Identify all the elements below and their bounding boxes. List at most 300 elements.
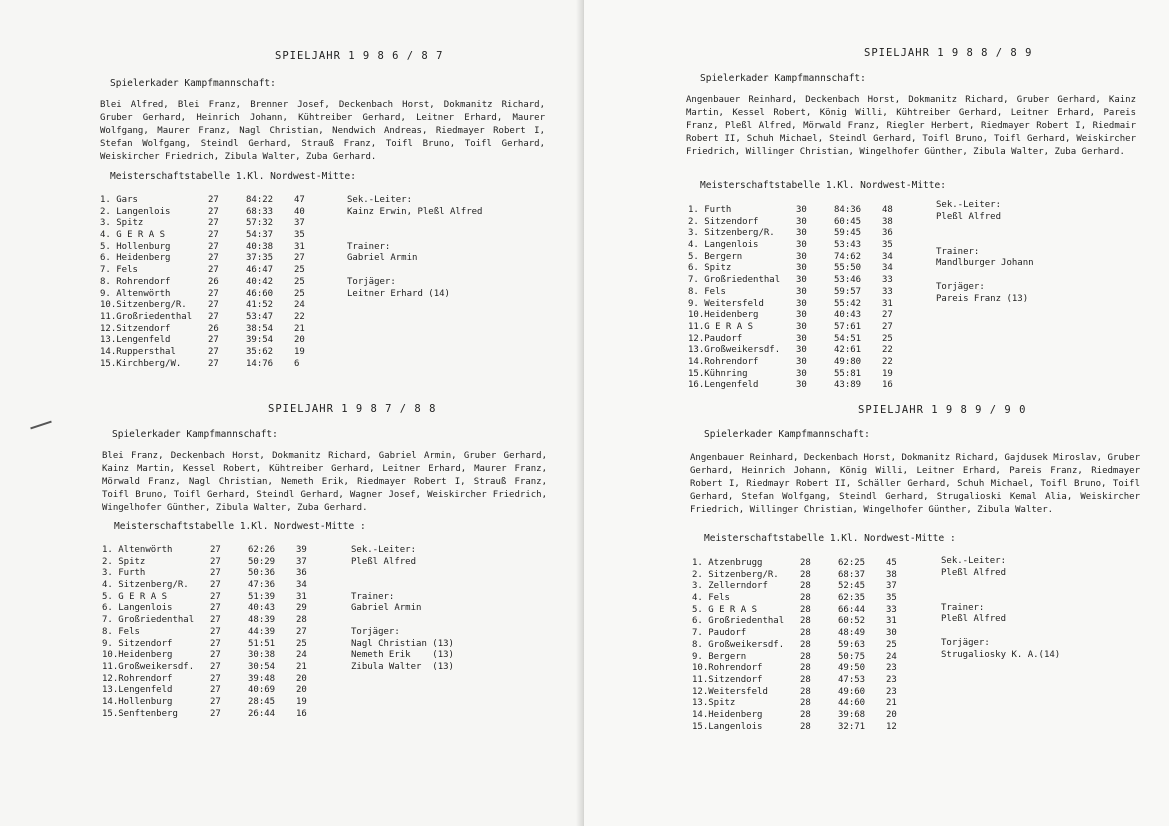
games-cell: 27 xyxy=(208,253,219,264)
games-cell: 30 xyxy=(796,251,807,262)
season-1986-players: Blei Alfred, Blei Franz, Brenner Josef, Deckenbach Horst, Dokmanitz Richard, Gruber Gerhard, Heinrich Johann, Kühtreiber Gerhard, Leitner Erhard, Maurer Wolfgang, Maurer Franz, Nagl Christian, Nendwich Andreas, Riedmayer Robert I, Stefan Wolfgang, Steindl Gerhard, Strauß Franz, Toifl Bruno, Toifl Gerhard, Weiskircher Friedrich, Zibula Walter, Zuba Gerhard. xyxy=(100,100,545,162)
table-row xyxy=(100,218,318,230)
table-row xyxy=(100,289,318,301)
points-cell: 12 xyxy=(886,721,897,732)
table-row xyxy=(688,369,906,381)
season-1988-title: SPIELJAHR 1 9 8 8 / 8 9 xyxy=(864,47,1033,59)
points-cell: 35 xyxy=(882,240,893,251)
goals-cell: 51:39 xyxy=(248,591,276,602)
games-cell: 30 xyxy=(796,216,807,227)
team-cell: 12.Sitzendorf xyxy=(100,323,171,334)
goals-cell: 49:60 xyxy=(838,686,866,697)
table-row xyxy=(692,581,910,593)
team-cell: 10.Heidenberg xyxy=(688,310,759,321)
team-cell: 12.Weitersfeld xyxy=(692,686,768,697)
games-cell: 27 xyxy=(210,650,221,661)
team-cell: 12.Rohrendorf xyxy=(102,673,173,684)
goals-cell: 53:47 xyxy=(246,311,274,322)
team-cell: 6. Langenlois xyxy=(102,603,173,614)
table-row xyxy=(692,663,910,675)
team-cell: 16.Lengenfeld xyxy=(688,380,759,391)
trainer-value: Gabriel Armin xyxy=(347,253,418,264)
table-row xyxy=(688,287,906,299)
team-cell: 4. G E R A S xyxy=(100,230,166,241)
games-cell: 27 xyxy=(210,568,221,579)
team-cell: 3. Sitzenberg/R. xyxy=(688,228,775,239)
season-1987-players: Blei Franz, Deckenbach Horst, Dokmanitz Richard, Gabriel Armin, Gruber Gerhard, Kainz Martin, Kessel Robert, Kühtreiber Gerhard, Leitner Erhard, Maurer Franz, Mörwald Franz, Nagl Christian, Nemeth Erik, Riedmayer Robert I, Strauß Franz, Toifl Bruno, Toifl Gerhard, Steindl Gerhard, Wagner Josef, Weiskircher Friedrich, Wingelhofer Günther, Zibula Walter, Zuba Gerhard. xyxy=(102,451,547,513)
trainer-value: Pleßl Alfred xyxy=(941,614,1007,625)
points-cell: 34 xyxy=(296,580,307,591)
goals-cell: 50:75 xyxy=(838,651,866,662)
team-cell: 10.Rohrendorf xyxy=(692,663,763,674)
goals-cell: 60:45 xyxy=(834,216,862,227)
season-1986-standings xyxy=(100,195,318,370)
scorer-label: Torjäger: xyxy=(936,281,985,292)
scorer-label: Torjäger: xyxy=(941,637,990,648)
table-row xyxy=(100,335,318,347)
table-row xyxy=(100,230,318,242)
goals-cell: 41:52 xyxy=(246,300,274,311)
table-row xyxy=(688,217,906,229)
team-cell: 7. Großriedenthal xyxy=(688,275,781,286)
table-row xyxy=(102,580,320,592)
games-cell: 27 xyxy=(210,591,221,602)
team-cell: 2. Langenlois xyxy=(100,206,171,217)
goals-cell: 35:62 xyxy=(246,346,274,357)
points-cell: 30 xyxy=(886,628,897,639)
points-cell: 25 xyxy=(296,638,307,649)
points-cell: 27 xyxy=(294,253,305,264)
trainer-label: Trainer: xyxy=(941,602,985,613)
goals-cell: 55:50 xyxy=(834,263,862,274)
games-cell: 27 xyxy=(210,661,221,672)
table-row xyxy=(692,675,910,687)
team-cell: 10.Heidenberg xyxy=(102,650,173,661)
scorer-value-1: Nagl Christian (13) xyxy=(351,638,454,649)
games-cell: 28 xyxy=(800,604,811,615)
goals-cell: 44:39 xyxy=(248,626,276,637)
goals-cell: 74:62 xyxy=(834,251,862,262)
pen-mark xyxy=(30,421,52,430)
table-row xyxy=(692,687,910,699)
team-cell: 13.Großweikersdf. xyxy=(688,345,781,356)
points-cell: 22 xyxy=(294,311,305,322)
goals-cell: 52:45 xyxy=(838,581,866,592)
table-row xyxy=(100,300,318,312)
team-cell: 13.Lengenfeld xyxy=(100,335,171,346)
goals-cell: 49:50 xyxy=(838,663,866,674)
games-cell: 26 xyxy=(208,323,219,334)
games-cell: 27 xyxy=(210,626,221,637)
points-cell: 6 xyxy=(294,358,300,369)
points-cell: 24 xyxy=(296,650,307,661)
goals-cell: 38:54 xyxy=(246,323,274,334)
team-cell: 3. Zellerndorf xyxy=(692,581,768,592)
season-1986-table-title: Meisterschaftstabelle 1.Kl. Nordwest-Mitte: xyxy=(110,171,356,182)
goals-cell: 50:29 xyxy=(248,556,276,567)
right-page xyxy=(584,0,1169,826)
team-cell: 8. Rohrendorf xyxy=(100,276,171,287)
table-row xyxy=(688,205,906,217)
table-row xyxy=(100,253,318,265)
table-row xyxy=(688,310,906,322)
team-cell: 9. Altenwörth xyxy=(100,288,171,299)
team-cell: 4. Fels xyxy=(692,593,730,604)
sek-leiter-label: Sek.-Leiter: xyxy=(936,200,1002,210)
goals-cell: 49:80 xyxy=(834,356,862,367)
table-row xyxy=(692,616,910,628)
table-row xyxy=(102,639,320,651)
season-1988-standings xyxy=(688,205,906,392)
goals-cell: 42:61 xyxy=(834,345,862,356)
team-cell: 8. Fels xyxy=(102,626,140,637)
table-row xyxy=(102,545,320,557)
points-cell: 25 xyxy=(294,288,305,299)
goals-cell: 40:42 xyxy=(246,276,274,287)
points-cell: 25 xyxy=(294,265,305,276)
goals-cell: 14:76 xyxy=(246,358,274,369)
team-cell: 6. Großriedenthal xyxy=(692,616,785,627)
scorer-value: Pareis Franz (13) xyxy=(936,293,1029,304)
goals-cell: 32:71 xyxy=(838,721,866,732)
scorer-label: Torjäger: xyxy=(347,276,396,287)
table-row xyxy=(102,662,320,674)
goals-cell: 40:69 xyxy=(248,685,276,696)
season-1987-table-title: Meisterschaftstabelle 1.Kl. Nordwest-Mitte : xyxy=(114,521,366,532)
goals-cell: 54:51 xyxy=(834,333,862,344)
team-cell: 5. Hollenburg xyxy=(100,241,171,252)
left-page xyxy=(0,0,584,826)
points-cell: 21 xyxy=(296,661,307,672)
points-cell: 31 xyxy=(294,241,305,252)
games-cell: 26 xyxy=(208,276,219,287)
table-row xyxy=(688,345,906,357)
goals-cell: 30:38 xyxy=(248,650,276,661)
table-row xyxy=(688,334,906,346)
goals-cell: 37:35 xyxy=(246,253,274,264)
points-cell: 22 xyxy=(882,345,893,356)
points-cell: 19 xyxy=(882,368,893,379)
table-row xyxy=(688,275,906,287)
table-row xyxy=(100,195,318,207)
games-cell: 27 xyxy=(208,311,219,322)
team-cell: 7. Großriedenthal xyxy=(102,615,195,626)
team-cell: 11.Sitzendorf xyxy=(692,674,763,685)
scorer-value-2: Nemeth Erik (13) xyxy=(351,650,454,661)
games-cell: 28 xyxy=(800,721,811,732)
games-cell: 28 xyxy=(800,593,811,604)
games-cell: 27 xyxy=(208,335,219,346)
table-row xyxy=(100,265,318,277)
team-cell: 4. Sitzenberg/R. xyxy=(102,580,189,591)
team-cell: 1. Atzenbrugg xyxy=(692,558,763,568)
team-cell: 14.Rohrendorf xyxy=(688,356,759,367)
trainer-label: Trainer: xyxy=(936,246,980,257)
games-cell: 27 xyxy=(208,265,219,276)
table-row xyxy=(692,570,910,582)
games-cell: 27 xyxy=(208,358,219,369)
team-cell: 8. Fels xyxy=(688,286,726,297)
points-cell: 31 xyxy=(882,298,893,309)
team-cell: 7. Fels xyxy=(100,265,138,276)
games-cell: 28 xyxy=(800,663,811,674)
table-row xyxy=(688,252,906,264)
games-cell: 27 xyxy=(210,638,221,649)
points-cell: 34 xyxy=(882,251,893,262)
team-cell: 5. G E R A S xyxy=(102,591,168,602)
games-cell: 27 xyxy=(208,206,219,217)
table-row xyxy=(102,592,320,604)
points-cell: 40 xyxy=(294,206,305,217)
games-cell: 28 xyxy=(800,616,811,627)
team-cell: 9. Bergern xyxy=(692,651,747,662)
points-cell: 19 xyxy=(296,696,307,707)
goals-cell: 39:54 xyxy=(246,335,274,346)
games-cell: 28 xyxy=(800,651,811,662)
scorer-label: Torjäger: xyxy=(351,626,400,637)
points-cell: 47 xyxy=(294,195,305,205)
points-cell: 27 xyxy=(296,626,307,637)
goals-cell: 47:53 xyxy=(838,674,866,685)
sek-leiter-value: Pleßl Alfred xyxy=(941,567,1007,578)
goals-cell: 54:37 xyxy=(246,230,274,241)
table-row xyxy=(692,710,910,722)
trainer-value: Mandlburger Johann xyxy=(936,258,1034,269)
goals-cell: 84:22 xyxy=(246,195,274,205)
sek-leiter-label: Sek.-Leiter: xyxy=(351,545,417,555)
points-cell: 21 xyxy=(294,323,305,334)
season-1986-title: SPIELJAHR 1 9 8 6 / 8 7 xyxy=(275,50,444,62)
team-cell: 1. Gars xyxy=(100,195,138,205)
games-cell: 30 xyxy=(796,228,807,239)
points-cell: 35 xyxy=(886,593,897,604)
goals-cell: 53:43 xyxy=(834,240,862,251)
goals-cell: 43:89 xyxy=(834,380,862,391)
table-row xyxy=(102,627,320,639)
table-row xyxy=(692,640,910,652)
points-cell: 24 xyxy=(886,651,897,662)
goals-cell: 39:68 xyxy=(838,709,866,720)
points-cell: 25 xyxy=(886,639,897,650)
table-row xyxy=(688,357,906,369)
sek-leiter-label: Sek.-Leiter: xyxy=(941,556,1007,566)
points-cell: 22 xyxy=(882,356,893,367)
games-cell: 27 xyxy=(210,685,221,696)
team-cell: 11.Großweikersdf. xyxy=(102,661,195,672)
season-1987-standings xyxy=(102,545,320,720)
season-1988-table-title: Meisterschaftstabelle 1.Kl. Nordwest-Mitte: xyxy=(700,180,946,191)
games-cell: 30 xyxy=(796,205,807,215)
sek-leiter-label: Sek.-Leiter: xyxy=(347,195,413,205)
table-row xyxy=(100,207,318,219)
goals-cell: 28:45 xyxy=(248,696,276,707)
table-row xyxy=(692,593,910,605)
goals-cell: 62:25 xyxy=(838,558,866,568)
goals-cell: 30:54 xyxy=(248,661,276,672)
games-cell: 28 xyxy=(800,686,811,697)
goals-cell: 44:60 xyxy=(838,698,866,709)
table-row xyxy=(688,228,906,240)
table-row xyxy=(692,558,910,570)
games-cell: 28 xyxy=(800,674,811,685)
table-row xyxy=(688,240,906,252)
games-cell: 27 xyxy=(208,241,219,252)
team-cell: 5. G E R A S xyxy=(692,604,758,615)
season-1988-players: Angenbauer Reinhard, Deckenbach Horst, Dokmanitz Richard, Gruber Gerhard, Kainz Martin, Kessel Robert, König Willi, Kühtreiber Gerhard, Leitner Erhard, Pareis Franz, Pleßl Alfred, Mörwald Franz, Riegler Herbert, Riedmayer Robert I, Riedmair Robert II, Schuh Michael, Steindl Gerhard, Toifl Bruno, Toifl Gerhard, Weiskircher Friedrich, Willinger Christian, Wingelhofer Günther, Zibula Walter, Zuba Gerhard. xyxy=(686,95,1136,157)
points-cell: 38 xyxy=(882,216,893,227)
points-cell: 19 xyxy=(294,346,305,357)
team-cell: 15.Kühnring xyxy=(688,368,748,379)
goals-cell: 50:36 xyxy=(248,568,276,579)
trainer-label: Trainer: xyxy=(347,241,391,252)
points-cell: 35 xyxy=(294,230,305,241)
table-row xyxy=(102,568,320,580)
points-cell: 45 xyxy=(886,558,897,568)
table-row xyxy=(692,722,910,734)
table-row xyxy=(102,615,320,627)
games-cell: 30 xyxy=(796,240,807,251)
team-cell: 15.Senftenberg xyxy=(102,708,178,719)
team-cell: 3. Spitz xyxy=(100,218,144,229)
games-cell: 27 xyxy=(210,708,221,719)
table-row xyxy=(692,652,910,664)
games-cell: 27 xyxy=(210,603,221,614)
games-cell: 27 xyxy=(210,673,221,684)
goals-cell: 66:44 xyxy=(838,604,866,615)
season-1987-title: SPIELJAHR 1 9 8 7 / 8 8 xyxy=(268,403,437,415)
goals-cell: 40:43 xyxy=(834,310,862,321)
games-cell: 28 xyxy=(800,569,811,580)
points-cell: 27 xyxy=(882,310,893,321)
points-cell: 37 xyxy=(296,556,307,567)
trainer-label: Trainer: xyxy=(351,591,395,602)
goals-cell: 40:43 xyxy=(248,603,276,614)
points-cell: 31 xyxy=(886,616,897,627)
points-cell: 23 xyxy=(886,663,897,674)
games-cell: 30 xyxy=(796,263,807,274)
goals-cell: 55:81 xyxy=(834,368,862,379)
games-cell: 28 xyxy=(800,558,811,568)
games-cell: 27 xyxy=(208,230,219,241)
season-1989-staff xyxy=(941,556,1060,661)
points-cell: 48 xyxy=(882,205,893,215)
team-cell: 15.Kirchberg/W. xyxy=(100,358,182,369)
season-1987-kader-title: Spielerkader Kampfmannschaft: xyxy=(112,429,278,440)
table-row xyxy=(102,603,320,615)
team-cell: 9. Sitzendorf xyxy=(102,638,173,649)
team-cell: 3. Furth xyxy=(102,568,146,579)
points-cell: 23 xyxy=(886,686,897,697)
goals-cell: 68:37 xyxy=(838,569,866,580)
table-row xyxy=(102,685,320,697)
team-cell: 14.Hollenburg xyxy=(102,696,173,707)
games-cell: 30 xyxy=(796,321,807,332)
goals-cell: 40:38 xyxy=(246,241,274,252)
season-1986-staff xyxy=(347,195,482,300)
games-cell: 30 xyxy=(796,310,807,321)
table-row xyxy=(100,312,318,324)
table-row xyxy=(692,605,910,617)
team-cell: 8. Großweikersdf. xyxy=(692,639,785,650)
points-cell: 21 xyxy=(886,698,897,709)
games-cell: 28 xyxy=(800,581,811,592)
points-cell: 24 xyxy=(294,300,305,311)
points-cell: 20 xyxy=(296,685,307,696)
team-cell: 13.Spitz xyxy=(692,698,736,709)
trainer-value: Gabriel Armin xyxy=(351,603,422,614)
table-row xyxy=(692,698,910,710)
games-cell: 30 xyxy=(796,286,807,297)
goals-cell: 53:46 xyxy=(834,275,862,286)
games-cell: 30 xyxy=(796,298,807,309)
sek-leiter-value: Kainz Erwin, Pleßl Alfred xyxy=(347,206,483,217)
games-cell: 30 xyxy=(796,333,807,344)
table-row xyxy=(100,324,318,336)
goals-cell: 59:45 xyxy=(834,228,862,239)
table-row xyxy=(102,650,320,662)
season-1987-staff xyxy=(351,545,454,674)
team-cell: 9. Weitersfeld xyxy=(688,298,764,309)
table-row xyxy=(102,697,320,709)
table-row xyxy=(688,380,906,392)
points-cell: 37 xyxy=(294,218,305,229)
team-cell: 12.Paudorf xyxy=(688,333,743,344)
goals-cell: 84:36 xyxy=(834,205,862,215)
team-cell: 2. Spitz xyxy=(102,556,146,567)
games-cell: 27 xyxy=(210,696,221,707)
games-cell: 27 xyxy=(208,300,219,311)
team-cell: 15.Langenlois xyxy=(692,721,763,732)
season-1989-table-title: Meisterschaftstabelle 1.Kl. Nordwest-Mitte : xyxy=(704,533,956,544)
games-cell: 28 xyxy=(800,628,811,639)
season-1989-title: SPIELJAHR 1 9 8 9 / 9 0 xyxy=(858,404,1027,416)
points-cell: 16 xyxy=(882,380,893,391)
table-row xyxy=(102,709,320,721)
goals-cell: 57:61 xyxy=(834,321,862,332)
season-1986-kader-title: Spielerkader Kampfmannschaft: xyxy=(110,78,276,89)
team-cell: 1. Altenwörth xyxy=(102,545,173,555)
points-cell: 20 xyxy=(294,335,305,346)
games-cell: 30 xyxy=(796,356,807,367)
points-cell: 34 xyxy=(882,263,893,274)
season-1988-staff xyxy=(936,200,1034,305)
games-cell: 30 xyxy=(796,380,807,391)
points-cell: 23 xyxy=(886,674,897,685)
points-cell: 36 xyxy=(296,568,307,579)
scorer-value-3: Zibula Walter (13) xyxy=(351,661,454,672)
points-cell: 20 xyxy=(886,709,897,720)
points-cell: 28 xyxy=(296,615,307,626)
table-row xyxy=(102,674,320,686)
goals-cell: 62:26 xyxy=(248,545,276,555)
season-1989-kader-title: Spielerkader Kampfmannschaft: xyxy=(704,429,870,440)
team-cell: 4. Langenlois xyxy=(688,240,759,251)
table-row xyxy=(100,242,318,254)
team-cell: 13.Lengenfeld xyxy=(102,685,173,696)
table-row xyxy=(688,299,906,311)
games-cell: 28 xyxy=(800,698,811,709)
points-cell: 33 xyxy=(882,286,893,297)
points-cell: 39 xyxy=(296,545,307,555)
table-row xyxy=(102,557,320,569)
points-cell: 27 xyxy=(882,321,893,332)
games-cell: 27 xyxy=(208,346,219,357)
games-cell: 27 xyxy=(210,556,221,567)
points-cell: 25 xyxy=(882,333,893,344)
goals-cell: 48:39 xyxy=(248,615,276,626)
team-cell: 6. Spitz xyxy=(688,263,732,274)
goals-cell: 59:57 xyxy=(834,286,862,297)
